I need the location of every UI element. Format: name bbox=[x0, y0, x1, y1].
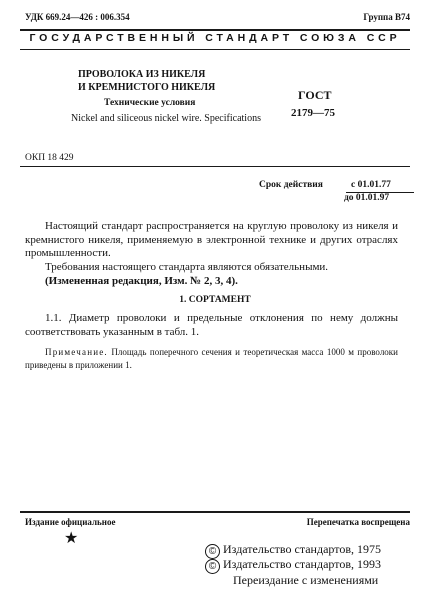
star-icon: ★ bbox=[64, 530, 79, 547]
section-note bbox=[25, 346, 398, 371]
copyright-icon: © bbox=[205, 559, 220, 574]
copyright-icon: © bbox=[205, 544, 220, 559]
validity-term-label: Срок действия bbox=[259, 180, 323, 190]
header-rule-lower bbox=[20, 49, 410, 50]
reprint-prohibited-label: Перепечатка воспрещена bbox=[306, 517, 410, 527]
title-line-1: ПРОВОЛОКА ИЗ НИКЕЛЯ bbox=[78, 69, 206, 80]
intro-paragraph-scope: Настоящий стандарт распространяется на круглую проволоку из никеля и кремнистого никеля, применяемую в электронной технике и других отраслях промышленности. bbox=[25, 220, 398, 259]
group-code: Группа В74 bbox=[363, 12, 410, 22]
document-title bbox=[78, 68, 215, 94]
english-title: Nickel and siliceous nickel wire. Specifications bbox=[71, 113, 261, 124]
document-subtitle: Технические условия bbox=[104, 98, 196, 108]
section-paragraph-1-1: 1.1. Диаметр проволоки и предельные отклонения по нему должны соответствовать указанным в табл. 1. bbox=[25, 312, 398, 338]
reissue-note: Переиздание с изменениями bbox=[233, 573, 379, 587]
copyright-1993-text: Издательство стандартов, 1993 bbox=[223, 557, 381, 571]
okp-code: ОКП 18 429 bbox=[25, 153, 74, 163]
gos-standard-heading: ГОСУДАРСТВЕННЫЙ СТАНДАРТ СОЮЗА ССР bbox=[29, 32, 401, 44]
validity-from: с 01.01.77 bbox=[351, 180, 391, 190]
validity-to: до 01.01.97 bbox=[344, 193, 390, 203]
amendment-note: (Измененная редакция, Изм. № 2, 3, 4). bbox=[45, 275, 238, 287]
gost-number: 2179—75 bbox=[291, 107, 335, 119]
header-rule bbox=[20, 29, 410, 31]
title-line-2: И КРЕМНИСТОГО НИКЕЛЯ bbox=[78, 82, 216, 93]
gost-label: ГОСТ bbox=[298, 88, 332, 102]
copyright-1993 bbox=[205, 557, 381, 574]
section-heading: 1. СОРТАМЕНТ bbox=[179, 295, 251, 305]
note-text: Площадь поперечного сечения и теоретическая масса 1000 м проволоки приведены в приложении 1. bbox=[25, 347, 398, 370]
note-label: Примечание. bbox=[45, 347, 108, 357]
okp-rule bbox=[20, 166, 410, 167]
copyright-1975-text: Издательство стандартов, 1975 bbox=[223, 542, 381, 556]
udk-text: УДК 669.24—426 : 006.354 bbox=[25, 12, 130, 22]
intro-paragraph-mandatory: Требования настоящего стандарта являются обязательными. bbox=[45, 261, 329, 273]
official-edition-label: Издание официальное bbox=[25, 517, 116, 527]
footer-rule bbox=[20, 511, 410, 513]
